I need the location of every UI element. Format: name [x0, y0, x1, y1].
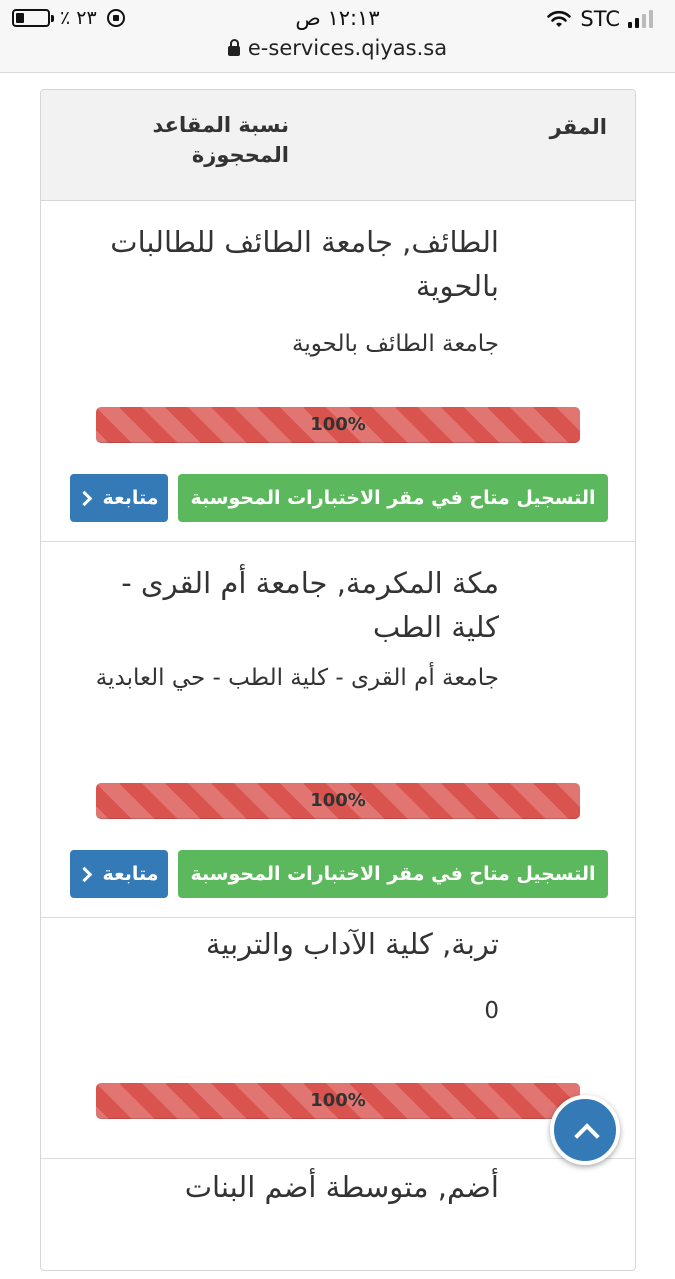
site-subtitle: جامعة أم القرى - كلية الطب - حي العابدية: [95, 665, 499, 691]
progress-label: 100%: [310, 790, 366, 811]
booked-progress-bar: [96, 407, 580, 443]
scroll-top-button[interactable]: [550, 1095, 620, 1165]
site-subtitle: جامعة الطائف بالحوية: [292, 331, 499, 357]
battery-group: [12, 7, 125, 29]
lock-icon: [228, 46, 240, 56]
url-text: e-services.qiyas.sa: [247, 36, 448, 60]
header-site: المقر: [549, 115, 607, 139]
progress-label: 100%: [310, 1090, 366, 1111]
site-title: أضم, متوسطة أضم البنات: [184, 1170, 499, 1204]
progress-label: 100%: [310, 414, 366, 435]
address-bar[interactable]: [0, 36, 675, 60]
booked-progress-bar: [96, 1083, 580, 1119]
carrier-name: STC: [580, 7, 620, 31]
continue-button[interactable]: [70, 850, 168, 898]
site-title: الطائف, جامعة الطائف للطالبات بالحوية: [110, 225, 499, 303]
register-button[interactable]: التسجيل متاح في مقر الاختبارات المحوسبة: [178, 474, 608, 522]
continue-button[interactable]: [70, 474, 168, 522]
booked-progress-bar: [96, 783, 580, 819]
rotation-lock-icon: [107, 9, 125, 27]
site-title: تربة, كلية الآداب والتربية: [205, 927, 499, 961]
site-title: مكة المكرمة, جامعة أم القرى - كلية الطب: [121, 566, 499, 644]
status-bar: [0, 0, 675, 73]
continue-label: متابعة: [102, 863, 159, 885]
battery-icon: [12, 9, 50, 27]
table-header: [41, 90, 635, 201]
chevron-up-icon: [574, 1123, 599, 1148]
site-subtitle: 0: [484, 998, 499, 1024]
battery-percent: ٪ ٢٣: [60, 7, 97, 29]
continue-label: متابعة: [102, 487, 159, 509]
header-booked-ratio: نسبة المقاعد المحجوزة: [152, 113, 289, 167]
table-row: [41, 918, 635, 1159]
table-row: [41, 1159, 635, 1279]
sites-table: [40, 89, 636, 1271]
chevron-left-icon: [77, 490, 93, 506]
chevron-left-icon: [77, 866, 93, 882]
table-row: [41, 542, 635, 918]
clock: ١٢:١٣ ص: [295, 6, 380, 30]
table-row: [41, 201, 635, 542]
register-button[interactable]: التسجيل متاح في مقر الاختبارات المحوسبة: [178, 850, 608, 898]
